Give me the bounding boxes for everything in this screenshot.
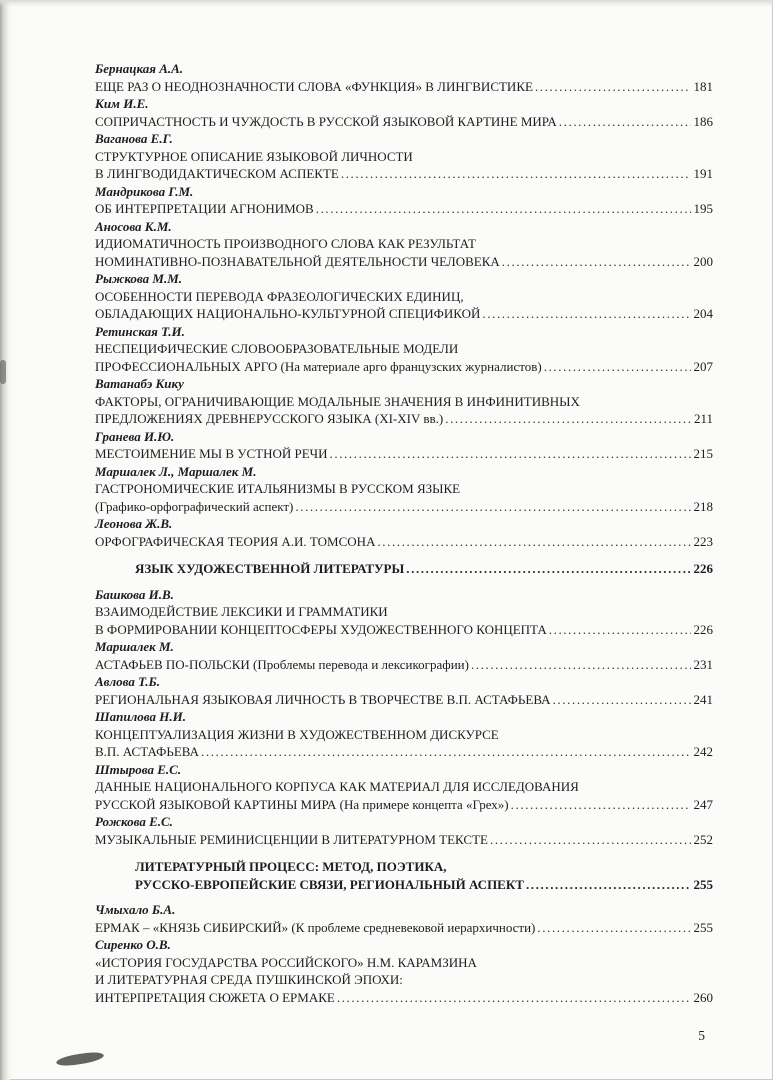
toc-entry-author: Маршалек М.	[95, 639, 174, 654]
toc-entry	[95, 586, 713, 639]
toc-line-text: НЕСПЕЦИФИЧЕСКИЕ СЛОВООБРАЗОВАТЕЛЬНЫЕ МОДЕЛИ	[95, 341, 459, 356]
dot-leader	[547, 621, 691, 639]
toc-entry	[95, 428, 713, 463]
toc-entry-author: Штырова Е.С.	[95, 761, 182, 777]
toc-line-text: МЕСТОИМЕНИЕ МЫ В УСТНОЙ РЕЧИ	[95, 446, 328, 461]
toc-page-number: 204	[693, 306, 713, 321]
toc-line-text: СОПРИЧАСТНОСТЬ И ЧУЖДОСТЬ В РУССКОЙ ЯЗЫКОВОЙ КАРТИНЕ МИРА	[95, 113, 557, 129]
toc-entry	[95, 130, 713, 183]
dot-leader	[535, 919, 690, 937]
toc-page-number: 226	[693, 621, 713, 637]
toc-title-line	[95, 165, 713, 183]
toc-title-line	[95, 919, 713, 937]
toc-page-number: 231	[693, 656, 713, 672]
dot-leader	[328, 445, 691, 463]
toc-entry	[95, 901, 713, 936]
dot-leader	[469, 656, 691, 674]
dot-leader	[293, 498, 690, 516]
dot-leader	[500, 253, 691, 271]
toc-line-text: ФАКТОРЫ, ОГРАНИЧИВАЮЩИЕ МОДАЛЬНЫЕ ЗНАЧЕНИЯ В ИНФИНИТИВНЫХ	[95, 393, 580, 409]
dot-leader	[551, 691, 691, 709]
toc-title-line	[95, 148, 713, 166]
toc-line-text: В ЛИНГВОДИДАКТИЧЕСКОМ АСПЕКТЕ	[95, 166, 339, 181]
toc-line-text: НОМИНАТИВНО-ПОЗНАВАТЕЛЬНОЙ ДЕЯТЕЛЬНОСТИ ЧЕЛОВЕКА	[95, 253, 500, 269]
toc-line-text: СТРУКТУРНОЕ ОПИСАНИЕ ЯЗЫКОВОЙ ЛИЧНОСТИ	[95, 148, 413, 164]
toc-title-line	[95, 480, 713, 498]
toc-entry	[95, 60, 713, 95]
toc-line-text: РУССКО-ЕВРОПЕЙСКИЕ СВЯЗИ, РЕГИОНАЛЬНЫЙ АСПЕКТ	[135, 876, 524, 892]
toc-entry-author: Гранева И.Ю.	[95, 428, 175, 444]
toc-title-line	[95, 78, 713, 96]
scan-smudge-left	[0, 360, 6, 384]
toc-entry	[95, 375, 713, 428]
toc-title-line	[95, 954, 713, 972]
dot-leader	[443, 410, 691, 428]
toc-page-number: 255	[693, 919, 713, 935]
toc-entry-author: Бернацкая А.А.	[95, 61, 184, 76]
toc-entry	[95, 218, 713, 271]
toc-page-number: 191	[693, 166, 713, 181]
toc-entry-author: Сиренко О.В.	[95, 937, 171, 952]
toc-line-text: ЕРМАК – «КНЯЗЬ СИБИРСКИЙ» (К проблеме средневековой иерархичности)	[95, 919, 536, 935]
toc-line-text: ОБ ИНТЕРПРЕТАЦИИ АГНОНИМОВ	[95, 201, 314, 216]
toc-title-line	[95, 743, 713, 761]
toc-title-line	[95, 498, 713, 516]
dot-leader	[533, 78, 691, 96]
toc-title-line	[95, 656, 713, 674]
toc-section-heading	[95, 560, 713, 578]
footer-page-number: 5	[698, 1028, 705, 1043]
toc-line-text: РУССКОЙ ЯЗЫКОВОЙ КАРТИНЫ МИРА (На примере концепта «Грех»)	[95, 796, 509, 812]
dot-leader	[488, 831, 691, 849]
toc-title-line	[95, 726, 713, 744]
toc-title-line	[95, 305, 713, 323]
toc-page-number: 252	[693, 831, 713, 847]
dot-leader	[314, 200, 691, 218]
toc-line-text: МУЗЫКАЛЬНЫЕ РЕМИНИСЦЕНЦИИ В ЛИТЕРАТУРНОМ ТЕКСТЕ	[95, 831, 488, 847]
toc-page-number: 241	[693, 691, 713, 707]
toc-entry	[95, 761, 713, 814]
toc-entry-author: Ваганова Е.Г.	[95, 131, 173, 146]
toc-line-text: ПРОФЕССИОНАЛЬНЫХ АРГО (На материале арго французских журналистов)	[95, 358, 542, 374]
toc-title-line	[95, 621, 713, 639]
table-of-contents	[95, 60, 713, 1006]
toc-page-number: 242	[693, 744, 713, 759]
toc-title-line	[95, 288, 713, 306]
toc-line-text: ОБЛАДАЮЩИХ НАЦИОНАЛЬНО-КУЛЬТУРНОЙ СПЕЦИФИКОЙ	[95, 306, 481, 321]
toc-line-text: «ИСТОРИЯ ГОСУДАРСТВА РОССИЙСКОГО» Н.М. КАРАМЗИНА	[95, 954, 477, 970]
toc-heading-line	[135, 858, 713, 876]
toc-title-line	[95, 393, 713, 411]
toc-page-number: 186	[693, 113, 713, 129]
toc-line-text: АСТАФЬЕВ ПО-ПОЛЬСКИ (Проблемы перевода и лексикографии)	[95, 656, 469, 672]
toc-page-number: 181	[693, 78, 713, 94]
toc-title-line	[95, 253, 713, 271]
toc-entry-author: Авлова Т.Б.	[95, 674, 160, 689]
toc-title-line	[95, 831, 713, 849]
toc-page-number: 200	[693, 253, 713, 269]
toc-entry-author: Рыжкова М.М.	[95, 271, 183, 286]
toc-title-line	[95, 113, 713, 131]
toc-line-text: В.П. АСТАФЬЕВА	[95, 744, 199, 759]
toc-page-number: 207	[693, 358, 713, 374]
toc-line-text: ГАСТРОНОМИЧЕСКИЕ ИТАЛЬЯНИЗМЫ В РУССКОМ ЯЗЫКЕ	[95, 481, 461, 496]
toc-line-text: ПРЕДЛОЖЕНИЯХ ДРЕВНЕРУССКОГО ЯЗЫКА (XI-XIV вв.)	[95, 411, 444, 426]
toc-page-number: 247	[693, 796, 713, 812]
toc-entry-author: Чмыхало Б.А.	[95, 902, 176, 917]
toc-title-line	[95, 691, 713, 709]
toc-line-text: ДАННЫЕ НАЦИОНАЛЬНОГО КОРПУСА КАК МАТЕРИАЛ ДЛЯ ИССЛЕДОВАНИЯ	[95, 779, 579, 794]
toc-entry	[95, 638, 713, 673]
toc-entry	[95, 813, 713, 848]
toc-page-number: 226	[693, 561, 713, 576]
toc-line-text: (Графико-орфографический аспект)	[95, 498, 294, 514]
toc-page-number: 223	[693, 533, 713, 549]
toc-title-line	[95, 340, 713, 358]
toc-heading-line	[135, 876, 713, 894]
toc-entry-author: Ретинская Т.И.	[95, 323, 185, 339]
toc-title-line	[95, 796, 713, 814]
toc-page-number: 211	[693, 411, 713, 426]
toc-entry	[95, 515, 713, 550]
toc-title-line	[95, 358, 713, 376]
toc-entry-author: Рожкова Е.С.	[95, 814, 173, 829]
toc-entry-author: Маршалек Л., Маршалек М.	[95, 463, 257, 479]
toc-title-line	[95, 989, 713, 1007]
toc-line-text: ЛИТЕРАТУРНЫЙ ПРОЦЕСС: МЕТОД, ПОЭТИКА,	[135, 859, 447, 874]
toc-entry	[95, 673, 713, 708]
toc-entry	[95, 323, 713, 376]
toc-entry	[95, 936, 713, 1006]
dot-leader	[199, 743, 691, 761]
scan-edge-shadow-top	[0, 0, 773, 7]
scan-smudge-bottom	[56, 1050, 105, 1067]
dot-leader	[404, 560, 690, 578]
dot-leader	[480, 305, 690, 323]
toc-page-number: 215	[693, 446, 713, 461]
toc-entry-author: Ким И.Е.	[95, 96, 149, 111]
dot-leader	[375, 533, 690, 551]
toc-page-number: 255	[693, 876, 713, 892]
toc-line-text: В ФОРМИРОВАНИИ КОНЦЕПТОСФЕРЫ ХУДОЖЕСТВЕННОГО КОНЦЕПТА	[95, 621, 547, 637]
toc-page-number: 218	[693, 498, 713, 514]
toc-line-text: ИДИОМАТИЧНОСТЬ ПРОИЗВОДНОГО СЛОВА КАК РЕЗУЛЬТАТ	[95, 236, 476, 251]
toc-title-line	[95, 533, 713, 551]
toc-entry-author: Шапилова Н.И.	[95, 709, 186, 724]
toc-entry	[95, 183, 713, 218]
dot-leader	[509, 796, 691, 814]
toc-line-text: РЕГИОНАЛЬНАЯ ЯЗЫКОВАЯ ЛИЧНОСТЬ В ТВОРЧЕСТВЕ В.П. АСТАФЬЕВА	[95, 691, 551, 707]
toc-entry-author: Мандрикова Г.М.	[95, 183, 194, 199]
toc-title-line	[95, 235, 713, 253]
toc-section-heading	[95, 858, 713, 893]
toc-line-text: И ЛИТЕРАТУРНАЯ СРЕДА ПУШКИНСКОЙ ЭПОХИ:	[95, 972, 403, 987]
toc-line-text: ЯЗЫК ХУДОЖЕСТВЕННОЙ ЛИТЕРАТУРЫ	[135, 561, 405, 576]
dot-leader	[339, 165, 691, 183]
toc-line-text: КОНЦЕПТУАЛИЗАЦИЯ ЖИЗНИ В ХУДОЖЕСТВЕННОМ ДИСКУРСЕ	[95, 726, 499, 742]
toc-line-text: ИНТЕРПРЕТАЦИЯ СЮЖЕТА О ЕРМАКЕ	[95, 989, 335, 1005]
scan-edge-shadow-left	[0, 0, 12, 1080]
toc-line-text: ВЗАИМОДЕЙСТВИЕ ЛЕКСИКИ И ГРАММАТИКИ	[95, 604, 388, 619]
toc-title-line	[95, 410, 713, 428]
toc-entry	[95, 708, 713, 761]
toc-page-number: 260	[693, 989, 713, 1005]
toc-entry	[95, 270, 713, 323]
toc-entry	[95, 95, 713, 130]
toc-page-number: 195	[693, 201, 713, 216]
toc-title-line	[95, 200, 713, 218]
dot-leader	[557, 113, 691, 131]
dot-leader	[524, 876, 691, 894]
dot-leader	[335, 989, 691, 1007]
toc-entry-author: Ватанабэ Кику	[95, 376, 184, 391]
toc-line-text: ОСОБЕННОСТИ ПЕРЕВОДА ФРАЗЕОЛОГИЧЕСКИХ ЕДИНИЦ,	[95, 288, 464, 304]
toc-entry	[95, 463, 713, 516]
toc-entry-author: Леонова Ж.В.	[95, 516, 173, 531]
dot-leader	[542, 358, 691, 376]
toc-title-line	[95, 971, 713, 989]
toc-title-line	[95, 603, 713, 621]
toc-line-text: ЕЩЕ РАЗ О НЕОДНОЗНАЧНОСТИ СЛОВА «ФУНКЦИЯ» В ЛИНГВИСТИКЕ	[95, 78, 533, 94]
toc-entry-author: Башкова И.В.	[95, 586, 174, 602]
toc-heading-line	[135, 560, 713, 578]
toc-entry-author: Аносова К.М.	[95, 218, 172, 234]
toc-line-text: ОРФОГРАФИЧЕСКАЯ ТЕОРИЯ А.И. ТОМСОНА	[95, 533, 376, 549]
toc-title-line	[95, 445, 713, 463]
toc-title-line	[95, 778, 713, 796]
